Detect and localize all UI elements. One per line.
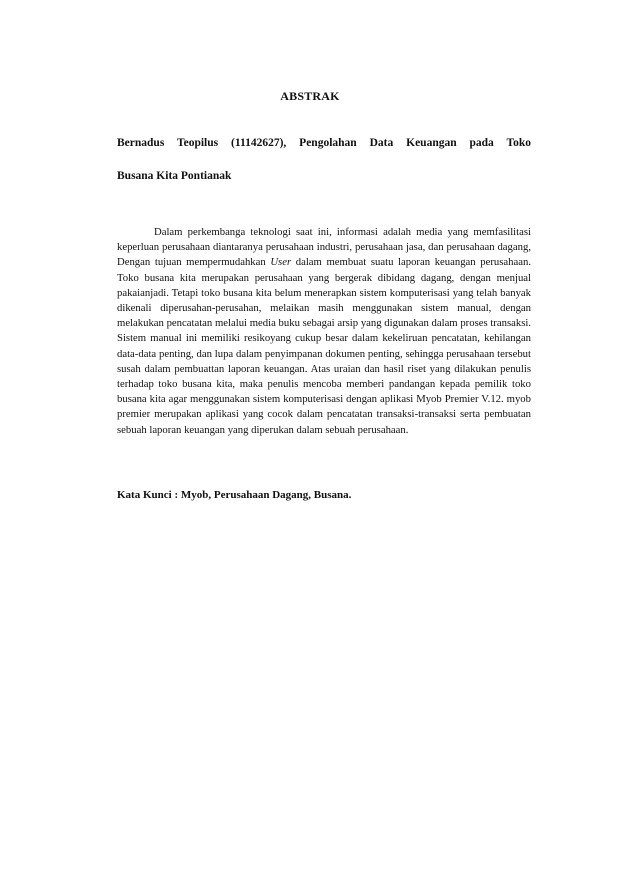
abstract-italic-word: User (270, 256, 292, 269)
heading-line-2: Busana Kita Pontianak (117, 170, 232, 182)
abstract-text-part-1: Dalam perkembanga teknologi saat ini, informasi adalah media yang memfasilitasi keperluan perusahaan diantaranya perusahaan industri, perusahaan jasa, dan perusahaan dagang, Dengan tujuan mempermudahkan (117, 226, 531, 269)
page-title: ABSTRAK (280, 89, 340, 103)
heading-line-1: Bernadus Teopilus (11142627), Pengolahan Data Keuangan pada Toko (117, 137, 531, 149)
abstract-body (117, 225, 531, 438)
keywords-line: Kata Kunci : Myob, Perusahaan Dagang, Busana. (117, 489, 352, 501)
author-title-heading (117, 127, 531, 193)
abstract-text-part-2: dalam membuat suatu laporan keuangan perusahaan. Toko busana kita merupakan perusahaan yang bergerak dibidang dagang, dengan menjual pakaianjadi. Tetapi toko busana kita belum menerapkan sistem komputerisasi yang telah banyak dikenali diperusahan-perusahan, melaikan masih menggunakan sistem manual, dengan melakukan pencatatan melalui media buku sebagai arsip yang digunakan dalam proses transaksi. Sistem manual ini memiliki resikoyang cukup besar dalam kekeliruan pencatatan, kehilangan data-data penting, dan lupa dalam penyimpanan dokumen penting, sehingga perusahaan tersebut susah dalam pembuattan laporan keuangan. Atas uraian dan hasil riset yang dilakukan penulis terhadap toko busana kita, maka penulis mencoba memberi pandangan kepada pemilik toko busana kita agar menggunakan sistem komputerisasi dengan aplikasi Myob Premier V.12. myob premier merupakan aplikasi yang cocok dalam pencatatan transaksi-transaksi serta pembuatan sebuah laporan keuangan yang diperukan dalam sebuah perusahaan. (117, 256, 531, 436)
